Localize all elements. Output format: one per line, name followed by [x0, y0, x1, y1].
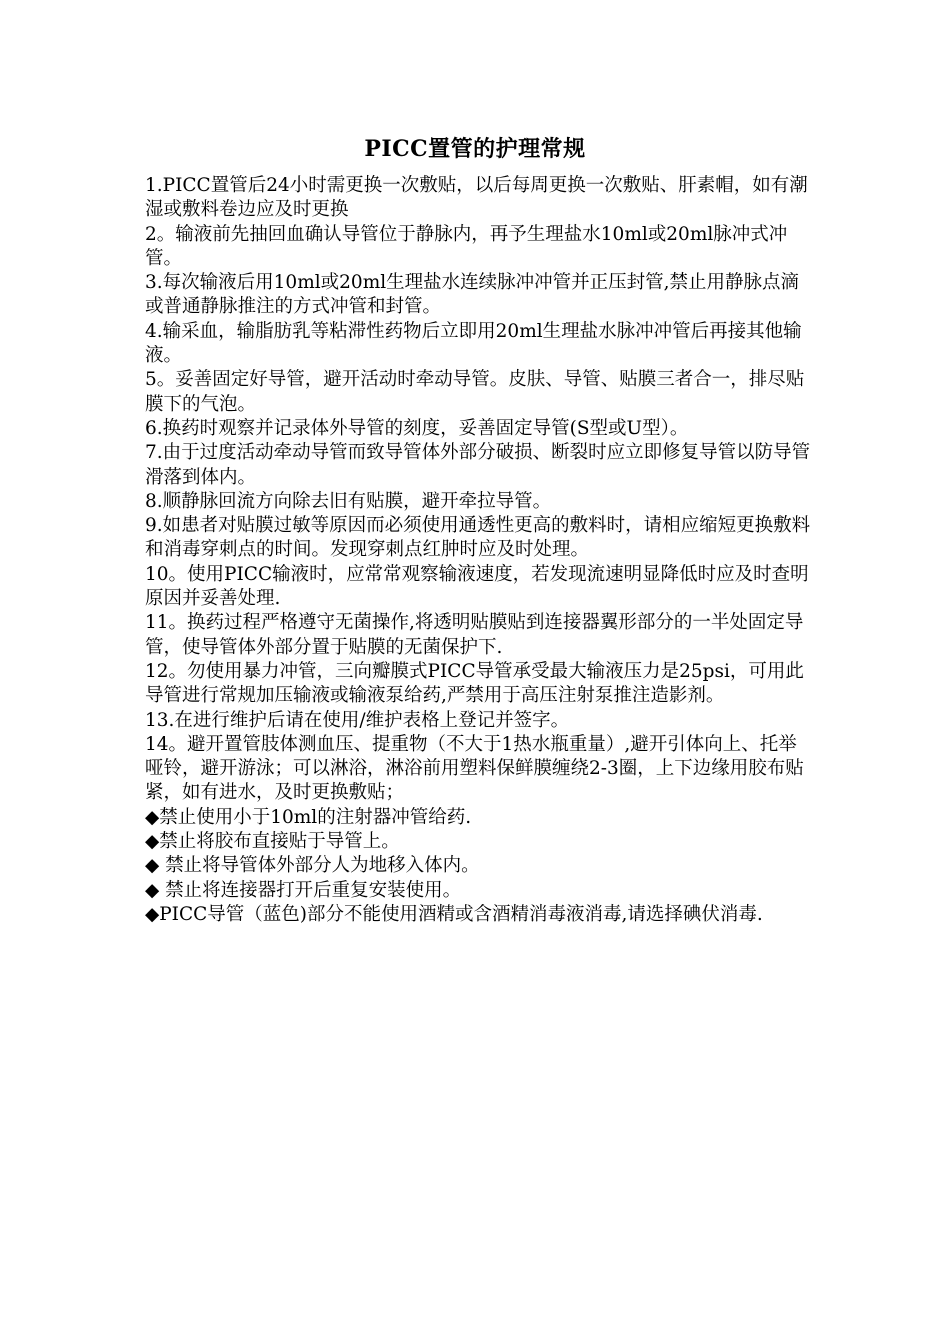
care-item-6: 6.换药时观察并记录体外导管的刻度，妥善固定导管(S型或U型）。 [145, 417, 689, 439]
care-item-8: 8.顺静脉回流方向除去旧有贴膜，避开牵拉导管。 [145, 490, 552, 512]
warning-item-3: ◆ 禁止将导管体外部分人为地移入体内。 [145, 855, 480, 877]
warning-item-5: ◆PICC导管（蓝色)部分不能使用酒精或含酒精消毒液消毒,请选择碘伏消毒. [145, 903, 763, 925]
care-item-5: 5。妥善固定好导管，避开活动时牵动导管。皮肤、导管、贴膜三者合一，排尽贴膜下的气泡。 [145, 369, 805, 415]
care-item-3: 3.每次输液后用10ml或20ml生理盐水连续脉冲冲管并正压封管,禁止用静脉点滴或普通静脉推注的方式冲管和封管。 [145, 272, 800, 318]
warning-item-2: ◆禁止将胶布直接贴于导管上。 [145, 831, 400, 853]
care-item-7: 7.由于过度活动牵动导管而致导管体外部分破损、断裂时应立即修复导管以防导管滑落到体内。 [145, 442, 811, 488]
warning-item-1: ◆禁止使用小于10ml的注射器冲管给药. [145, 806, 472, 828]
care-item-9: 9.如患者对贴膜过敏等原因而必须使用通透性更高的敷料时，请相应缩短更换敷料和消毒穿刺点的时间。发现穿刺点红肿时应及时处理。 [145, 515, 811, 561]
care-item-11: 11。换药过程严格遵守无菌操作,将透明贴膜贴到连接器翼形部分的一半处固定导管，使导管体外部分置于贴膜的无菌保护下. [145, 612, 804, 658]
care-item-13: 13.在进行维护后请在使用/维护表格上登记并签字。 [145, 709, 570, 731]
care-item-12: 12。勿使用暴力冲管，三向瓣膜式PICC导管承受最大输液压力是25psi，可用此导管进行常规加压输液或输液泵给药,严禁用于高压注射泵推注造影剂。 [145, 660, 804, 707]
warning-item-4: ◆ 禁止将连接器打开后重复安装使用。 [145, 879, 462, 901]
care-item-14: 14。避开置管肢体测血压、提重物（不大于1热水瓶重量）,避开引体向上、托举哑铃，避开游泳；可以淋浴，淋浴前用塑料保鲜膜缠绕2-3圈，上下边缘用胶布贴紧，如有进水，及时更换敷贴； [145, 733, 804, 804]
document-title: PICC置管的护理常规 [364, 136, 586, 162]
care-item-10: 10。使用PICC输液时，应常常观察输液速度，若发现流速明显降低时应及时查明原因并妥善处理. [145, 563, 809, 610]
document-body [145, 174, 813, 927]
care-item-1: 1.PICC置管后24小时需更换一次敷贴，以后每周更换一次敷贴、肝素帽，如有潮湿或敷料卷边应及时更换 [145, 175, 808, 221]
care-item-2: 2。输液前先抽回血确认导管位于静脉内，再予生理盐水10ml或20ml脉冲式冲管。 [145, 223, 788, 269]
care-item-4: 4.输采血，输脂肪乳等粘滞性药物后立即用20ml生理盐水脉冲冲管后再接其他输液。 [145, 320, 802, 367]
